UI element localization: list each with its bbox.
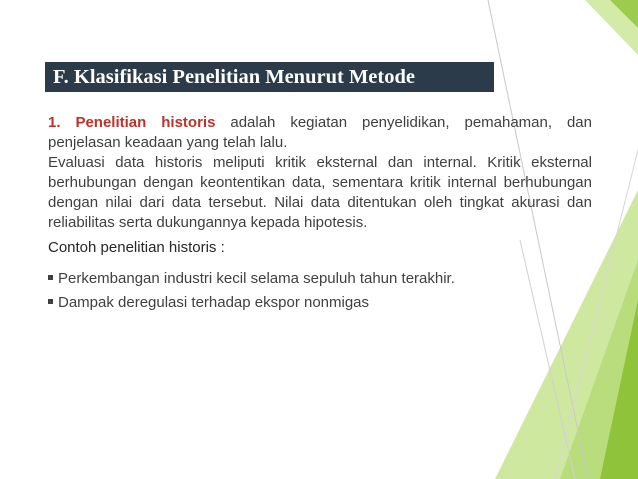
content-body: [48, 113, 592, 314]
definition-text: adalah kegiatan penyelidikan, pemahaman, dan penjelasan keadaan yang telah lalu.: [48, 114, 592, 151]
bullet-square-icon: [48, 299, 53, 304]
paragraph-definition: [48, 113, 592, 153]
item-number: 1.: [48, 114, 61, 131]
slide-title: F. Klasifikasi Penelitian Menurut Metode: [45, 62, 494, 92]
paragraph-evaluation: Evaluasi data historis meliputi kritik eksternal dan internal. Kritik eksternal berhubungan dengan keontentikan data, sementara kritik internal berhubungan dengan nilai dari data tersebut. Nilai data ditentukan oleh tingkat akurasi dan reliabilitas serta dukungannya kepada hipotesis.: [48, 154, 592, 231]
bullet-item: [48, 268, 592, 290]
examples-heading: Contoh penelitian historis :: [48, 239, 225, 256]
bullet-square-icon: [48, 275, 53, 280]
bullet-text: Perkembangan industri kecil selama sepuluh tahun terakhir.: [58, 270, 455, 287]
bullet-text: Dampak deregulasi terhadap ekspor nonmigas: [58, 294, 370, 311]
bullet-item: [48, 292, 592, 314]
term-highlight: Penelitian historis: [75, 114, 216, 131]
